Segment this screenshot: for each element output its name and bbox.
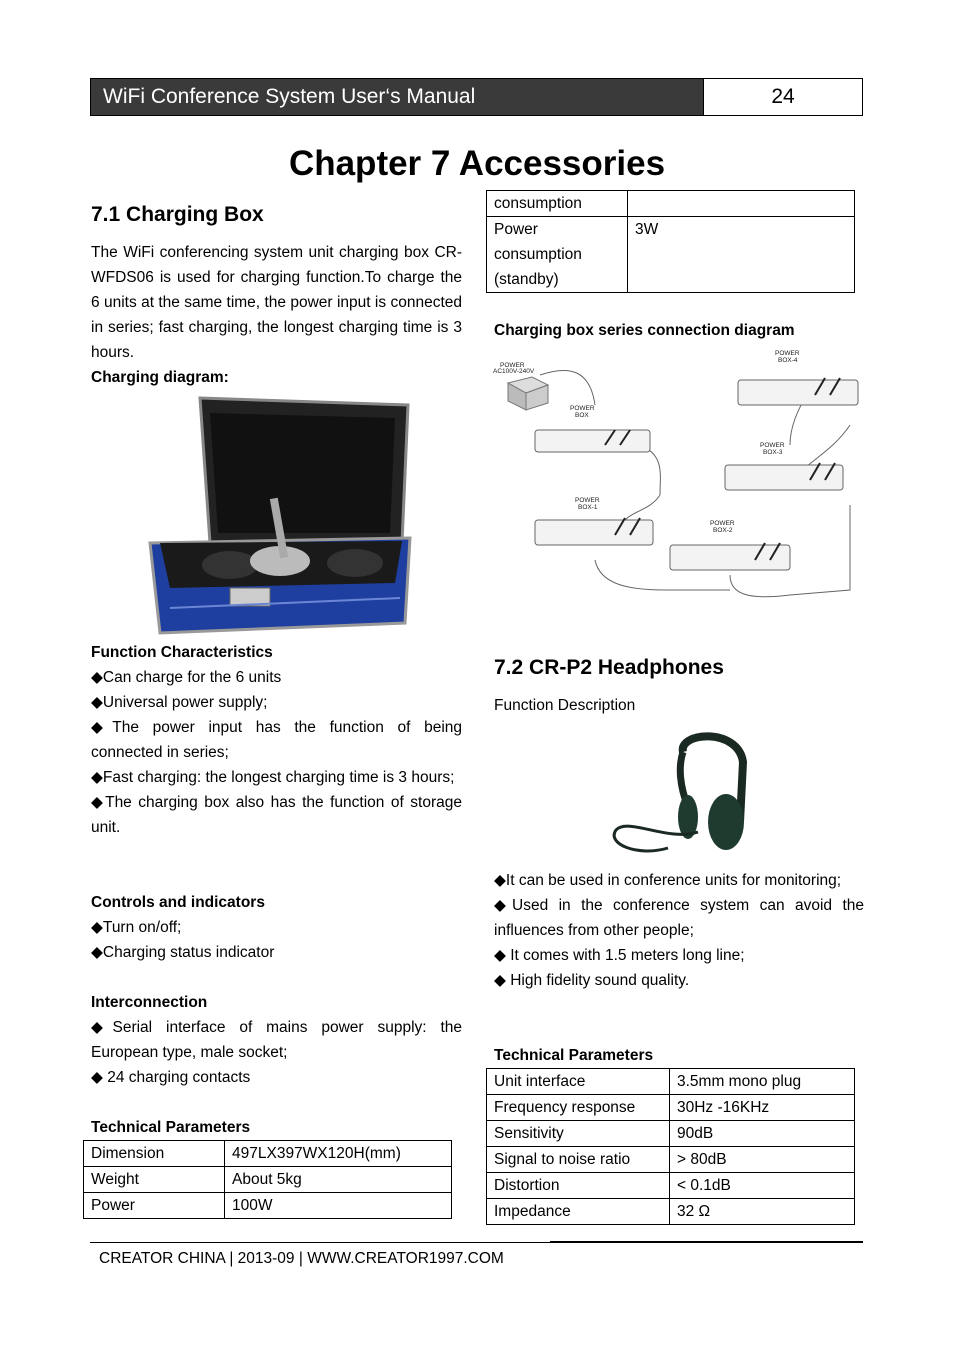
charging-box-tech-table xyxy=(83,1140,452,1219)
table-row: Signal to noise ratio > 80dB xyxy=(487,1147,855,1173)
headphones-feature-list xyxy=(494,868,864,993)
list-item: ◆ High fidelity sound quality. xyxy=(494,972,690,989)
tech-params-heading-left: Technical Parameters xyxy=(91,1119,251,1136)
table-row: Power consumption (standby) 3W xyxy=(487,217,855,293)
box3-label: BOX-3 xyxy=(763,449,783,456)
controls-heading: Controls and indicators xyxy=(91,894,265,911)
box3-power-label: POWER xyxy=(760,442,785,449)
headphones-image xyxy=(608,722,758,862)
function-description-label: Function Description xyxy=(494,697,636,714)
series-diagram-heading: Charging box series connection diagram xyxy=(494,322,795,339)
list-item: ◆Universal power supply; xyxy=(91,694,268,711)
series-connection-diagram xyxy=(490,345,865,615)
charging-diagram-label: Charging diagram: xyxy=(91,369,229,386)
section-heading-7-1: 7.1 Charging Box xyxy=(91,203,264,226)
table-row: Unit interface 3.5mm mono plug xyxy=(487,1069,855,1095)
charging-box-image xyxy=(140,393,412,638)
power-input-voltage: AC100V-240V xyxy=(493,368,535,375)
box2-label: BOX-2 xyxy=(713,527,733,534)
table-row: Frequency response 30Hz -16KHz xyxy=(487,1095,855,1121)
list-item: ◆Turn on/off; xyxy=(91,919,182,936)
table-row: Power 100W xyxy=(84,1193,452,1219)
charging-box-intro: The WiFi conferencing system unit charging box CR-WFDS06 is used for charging function.To charge the 6 units at the same time, the power input is connected in series; fast charging, the longest charging time is 3 hours. xyxy=(91,244,462,361)
controls-list xyxy=(91,915,462,965)
box4-power-label: POWER xyxy=(775,350,800,357)
list-item: ◆The power input has the function of being connected in series; xyxy=(91,719,462,761)
interconnection-heading: Interconnection xyxy=(91,994,208,1011)
section-heading-7-2: 7.2 CR-P2 Headphones xyxy=(494,656,724,679)
box-sub-label: BOX xyxy=(575,412,589,419)
manual-title: WiFi Conference System User‘s Manual xyxy=(91,79,704,115)
table-row: Sensitivity 90dB xyxy=(487,1121,855,1147)
list-item: ◆ It comes with 1.5 meters long line; xyxy=(494,947,745,964)
page-header xyxy=(90,78,863,116)
box4-label: BOX-4 xyxy=(778,357,798,364)
page-number: 24 xyxy=(771,85,795,108)
function-list xyxy=(91,665,462,840)
list-item: ◆ 24 charging contacts xyxy=(91,1069,251,1086)
table-row: Weight About 5kg xyxy=(84,1167,452,1193)
page-footer: CREATOR CHINA | 2013-09 | WWW.CREATOR1997.COM xyxy=(99,1250,504,1267)
list-item: ◆It can be used in conference units for monitoring; xyxy=(494,872,842,889)
table-row: consumption xyxy=(487,191,855,217)
continued-power-table xyxy=(486,190,855,293)
list-item: ◆Used in the conference system can avoid the influences from other people; xyxy=(494,897,864,939)
box2-power-label: POWER xyxy=(710,520,735,527)
interconnection-list xyxy=(91,1015,462,1090)
list-item: ◆Fast charging: the longest charging time is 3 hours; xyxy=(91,769,455,786)
power-input-label: POWER xyxy=(500,362,525,369)
table-row: Distortion < 0.1dB xyxy=(487,1173,855,1199)
footer-divider-accent xyxy=(550,1241,863,1243)
chapter-title: Chapter 7 Accessories xyxy=(288,144,666,183)
table-row: Dimension 497LX397WX120H(mm) xyxy=(84,1141,452,1167)
list-item: ◆Serial interface of mains power supply: the European type, male socket; xyxy=(91,1019,462,1061)
list-item: ◆Can charge for the 6 units xyxy=(91,669,282,686)
list-item: ◆The charging box also has the function of storage unit. xyxy=(91,794,462,836)
list-item: ◆Charging status indicator xyxy=(91,944,275,961)
box1-power-label: POWER xyxy=(575,497,600,504)
table-row: Impedance 32 Ω xyxy=(487,1199,855,1225)
box1-label: BOX-1 xyxy=(578,504,598,511)
tech-params-heading-right: Technical Parameters xyxy=(494,1047,654,1064)
function-heading: Function Characteristics xyxy=(91,644,273,661)
box-label: POWER xyxy=(570,405,595,412)
headphones-tech-table xyxy=(486,1068,855,1225)
